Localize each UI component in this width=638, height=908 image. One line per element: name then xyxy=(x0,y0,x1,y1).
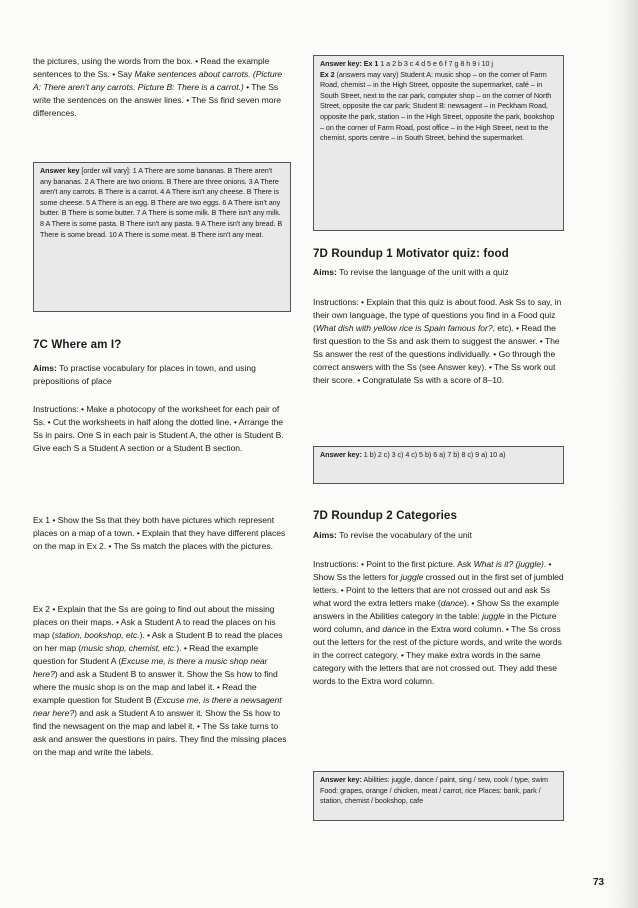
section-title-7d2: 7D Roundup 2 Categories xyxy=(313,509,458,522)
section-title-7d1: 7D Roundup 1 Motivator quiz: food xyxy=(313,247,509,260)
answer-key-text: 1 a 2 b 3 c 4 d 5 e 6 f 7 g 8 h 9 i 10 j xyxy=(378,59,493,68)
ex2-italic: Excuse me, is there a music shop near here? xyxy=(33,656,268,679)
ex1-7c: Ex 1 • Show the Ss that they both have pictures which represent places on a map of a town. • Explain that they have different places on the map in Ex 2. • The Ss match the places with the pictures. xyxy=(33,515,286,551)
intro-italic: Make sentences about carrots. (Picture A: There aren't any carrots. Picture B: There is a carrot.) xyxy=(33,69,283,92)
instructions-italic: dance xyxy=(382,624,406,634)
answer-key-label: Answer key: xyxy=(320,450,362,459)
instructions-text: . • Show Ss the letters for xyxy=(313,559,552,582)
answer-key-label: Answer key: Ex 1 xyxy=(320,59,379,68)
instructions-text: in the Picture word column, and xyxy=(313,611,557,634)
intro-text-1: the pictures, using the words from the box. • Read the example sentences to the Ss. • Say xyxy=(33,56,270,79)
instructions-text: Instructions: • Explain that this quiz is about food. Ask Ss to say, in their own language, the type of questions you find in a Food quiz ( xyxy=(313,297,562,333)
answer-key-box-7d2 xyxy=(313,771,564,821)
instructions-italic: What is it? (juggle) xyxy=(473,559,544,569)
instructions-text: Instructions: • Point to the first picture. Ask xyxy=(313,559,474,569)
aims-text: To revise the vocabulary of the unit xyxy=(336,530,472,540)
aims-label: Aims: xyxy=(313,267,337,277)
instructions-text: in the Extra word column. • The Ss cross out the letters for the rest of the picture words, and write the words in the correct category. • They make extra words in the same category with the letters that are not crossed out. They add these words to the Extra word column. xyxy=(313,624,562,686)
answer-key-label: Ex 2 xyxy=(320,69,335,79)
instructions-text: crossed out in the first set of jumbled letters. • Point to the letters that are not crossed out and ask Ss what word the extra letters make ( xyxy=(313,572,564,608)
page-binding-shadow xyxy=(608,0,638,908)
answer-key-box-7d1 xyxy=(313,446,564,484)
aims-label: Aims: xyxy=(33,363,57,373)
intro-paragraph xyxy=(33,55,291,120)
aims-text: To revise the language of the unit with a quiz xyxy=(336,267,509,277)
intro-text-2: • The Ss write the sentences on the answer lines. • The Ss find seven more differences. xyxy=(33,82,281,118)
aims-text: To practise vocabulary for places in town, and using prepositions of place xyxy=(33,363,256,386)
answer-key-box-7c xyxy=(313,55,564,231)
ex2-italic: station, bookshop, etc. xyxy=(54,630,140,640)
section-title-7c: 7C Where am I? xyxy=(33,338,122,351)
instructions-7c: Instructions: • Make a photocopy of the worksheet for each pair of Ss. • Cut the worksheets in half along the dotted line. • Arrange the Ss in pairs. One S in each pair is Student A, the other is Student B. Give each S a Student A section or a Student B section. xyxy=(33,404,284,453)
aims-7d2 xyxy=(313,529,564,542)
ex2-7c xyxy=(33,603,291,759)
instructions-italic: What dish with yellow rice is Spain famous for? xyxy=(315,323,493,333)
aims-label: Aims: xyxy=(313,530,337,540)
instructions-7d1 xyxy=(313,296,564,387)
ex2-italic: Excuse me, is there a newsagent near here? xyxy=(33,695,282,718)
answer-key-text: [order will vary]: 1 A There are some bananas. B There aren't any bananas. 2 A There are two onions. B There are three onions. 3 A There aren't any carrots. B There is a carrot. 4 A There isn't any cheese. B There is some cheese. 5 A There is an egg. B There are two eggs. 6 A There isn't any butter. B There is some butter. 7 A There is some milk. B There isn't any milk. 8 A There is some pasta. B There isn't any pasta. 9 A There isn't any bread. B There is some bread. 10 A There is some meat. B There isn't any meat. xyxy=(40,166,283,239)
aims-7d1 xyxy=(313,266,564,279)
instructions-italic: juggle xyxy=(482,611,505,621)
answer-key-label: Answer key: xyxy=(320,775,362,784)
instructions-7d2 xyxy=(313,558,564,688)
answer-key-label: Answer key xyxy=(40,166,80,175)
ex2-text: ). • Ask a Student B to read the places on her map ( xyxy=(33,630,283,653)
ex2-text: ). • Read the example question for Student A ( xyxy=(33,643,259,666)
aims-7c xyxy=(33,362,291,388)
ex2-text: ) and ask a Student B to answer it. Show the Ss how to find where the music shop is on the map and label it. • Read the example question for Student B ( xyxy=(33,669,278,705)
answer-key-box-7b xyxy=(33,162,291,312)
ex2-italic: music shop, chemist, etc. xyxy=(81,643,177,653)
answer-key-text: (answers may vary) Student A: music shop – on the corner of Farm Road, chemist – in the High Street, opposite the supermarket, café – in South Street, next to the car park, computer shop – on the corner of North Street, opposite the car park; Student B: newsagent – in Peckham Road, opposite the park, station – in the High Street, opposite the park, bookshop – on the corner of Farm Road, post office – in the High Street, next to the chemist, sports centre – in South Street, behind the supermarket. xyxy=(320,69,555,143)
answer-key-text: 1 b) 2 c) 3 c) 4 c) 5 b) 6 a) 7 b) 8 c) 9 a) 10 a) xyxy=(361,450,506,459)
page-number: 73 xyxy=(593,877,605,888)
instructions-italic: juggle xyxy=(400,572,424,582)
instructions-text: ). • Show Ss the example answers in the Abilities category in the table: xyxy=(313,598,559,621)
instructions-text: , etc). • Read the first question to the Ss and ask them to suggest the answer. • The Ss answer the rest of the questions individually. • Go through the correct answers with the Ss (see Answer key). • The Ss work out their score. • Congratulate Ss with a score of 8–10. xyxy=(313,323,560,385)
ex2-text: ) and ask a Student A to answer it. Show the Ss how to find the newsagent on the map and label it. • The Ss take turns to ask and answer the questions in pairs. They find the missing places on the map and write the labels. xyxy=(33,708,287,757)
instructions-italic: dance xyxy=(440,598,464,608)
ex2-text: Ex 2 • Explain that the Ss are going to find out about the missing places on their maps. • Ask a Student A to read the places on his map ( xyxy=(33,604,276,640)
answer-key-text: Abilities: juggle, dance / paint, sing / sew, cook / type, swim Food: grapes, orange / chicken, meat / carrot, rice Places: bank, park / station, chemist / bookshop, cafe xyxy=(320,775,548,806)
